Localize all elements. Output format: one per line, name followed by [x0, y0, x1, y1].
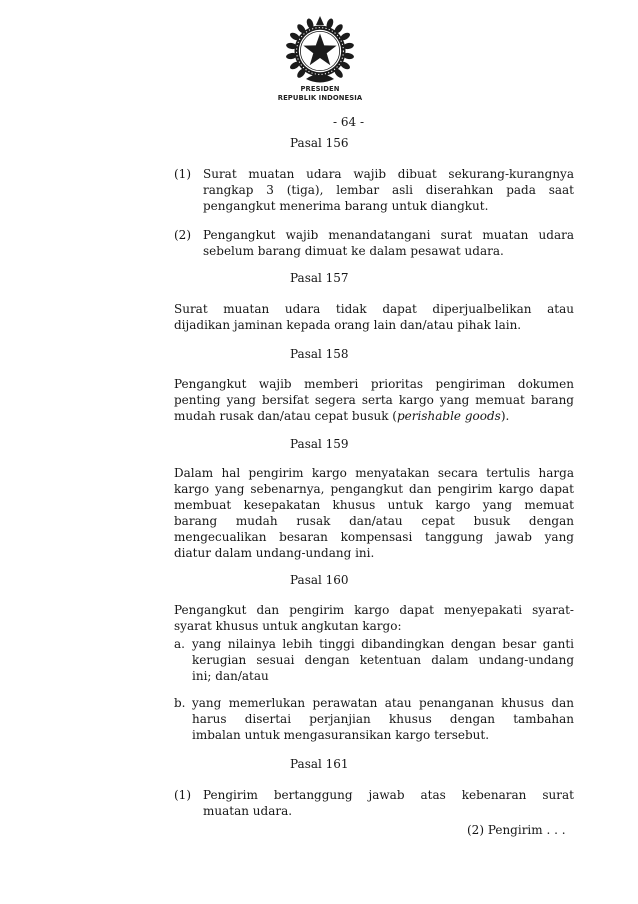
italic-term: perishable goods — [397, 409, 501, 423]
text-line: syarat khusus untuk angkutan kargo: — [174, 619, 402, 633]
article-heading: Pasal 158 — [290, 347, 349, 361]
clause-text — [203, 166, 574, 214]
letterhead-title: PRESIDEN — [300, 85, 340, 93]
text-line: Pengangkut wajib memberi prioritas pengiriman dokumen — [174, 377, 574, 391]
text-line: barang mudah rusak dan/atau cepat busuk dengan — [174, 514, 574, 528]
list-letter: a. — [174, 637, 185, 651]
letterhead-subtitle: REPUBLIK INDONESIA — [277, 94, 363, 102]
article-paragraph — [174, 602, 574, 634]
text-line: yang memerlukan perawatan atau penanganan khusus dan — [192, 696, 574, 710]
text-line: Pengangkut dan pengirim kargo dapat menyepakati syarat- — [174, 603, 574, 617]
clause-text — [203, 787, 574, 819]
text-line: sebelum barang dimuat ke dalam pesawat udara. — [203, 244, 504, 258]
text-line: dijadikan jaminan kepada orang lain dan/atau pihak lain. — [174, 318, 522, 332]
list-item — [174, 695, 574, 743]
page-number: - 64 - — [333, 115, 365, 129]
text-line: membuat kesepakatan khusus untuk kargo yang memuat — [174, 498, 574, 512]
text-line: kargo yang sebenarnya, pengangkut dan pengirim kargo dapat — [174, 482, 574, 496]
list-item — [174, 636, 574, 684]
article-heading: Pasal 157 — [290, 271, 349, 285]
text-line — [174, 408, 574, 424]
text-segment: ). — [500, 409, 510, 423]
text-line: Pengirim bertanggung jawab atas kebenaran surat — [203, 788, 574, 802]
text-line: rangkap 3 (tiga), lembar asli diserahkan pada saat — [203, 183, 574, 197]
list-item-text — [192, 695, 574, 743]
text-segment: mudah rusak dan/atau cepat busuk ( — [174, 409, 397, 423]
article-heading: Pasal 156 — [290, 136, 349, 150]
clause — [174, 166, 574, 214]
clause — [174, 227, 574, 259]
list-item-text — [192, 636, 574, 684]
clause — [174, 787, 574, 819]
presidential-emblem-icon — [282, 15, 358, 87]
clause-number: (1) — [174, 167, 191, 181]
clause-number: (1) — [174, 788, 191, 802]
clause-number: (2) — [174, 228, 191, 242]
article-paragraph — [174, 376, 574, 424]
text-line: imbalan untuk mengasuransikan kargo tersebut. — [192, 728, 490, 742]
list-letter: b. — [174, 696, 186, 710]
text-line: Dalam hal pengirim kargo menyatakan secara tertulis harga — [174, 466, 574, 480]
article-heading: Pasal 160 — [290, 573, 349, 587]
text-line: diatur dalam undang-undang ini. — [174, 546, 375, 560]
article-paragraph — [174, 301, 574, 333]
article-paragraph — [174, 465, 574, 561]
text-line: Surat muatan udara wajib dibuat sekurang-kurangnya — [203, 167, 574, 181]
text-line: Surat muatan udara tidak dapat diperjualbelikan atau — [174, 302, 574, 316]
text-line: Pengangkut wajib menandatangani surat muatan udara — [203, 228, 574, 242]
text-line: kerugian sesuai dengan ketentuan dalam undang-undang — [192, 653, 574, 667]
text-line: pengangkut menerima barang untuk diangkut. — [203, 199, 489, 213]
article-heading: Pasal 159 — [290, 437, 349, 451]
text-line: ini; dan/atau — [192, 669, 269, 683]
article-heading: Pasal 161 — [290, 757, 349, 771]
text-line: penting yang bersifat segera serta kargo yang memuat barang — [174, 393, 574, 407]
clause-text — [203, 227, 574, 259]
continuation-marker: (2) Pengirim . . . — [467, 823, 566, 837]
text-line: harus disertai perjanjian khusus dengan tambahan — [192, 712, 574, 726]
text-line: muatan udara. — [203, 804, 293, 818]
text-line: mengecualikan besaran kompensasi tanggung jawab yang — [174, 530, 574, 544]
text-line: yang nilainya lebih tinggi dibandingkan dengan besar ganti — [192, 637, 574, 651]
